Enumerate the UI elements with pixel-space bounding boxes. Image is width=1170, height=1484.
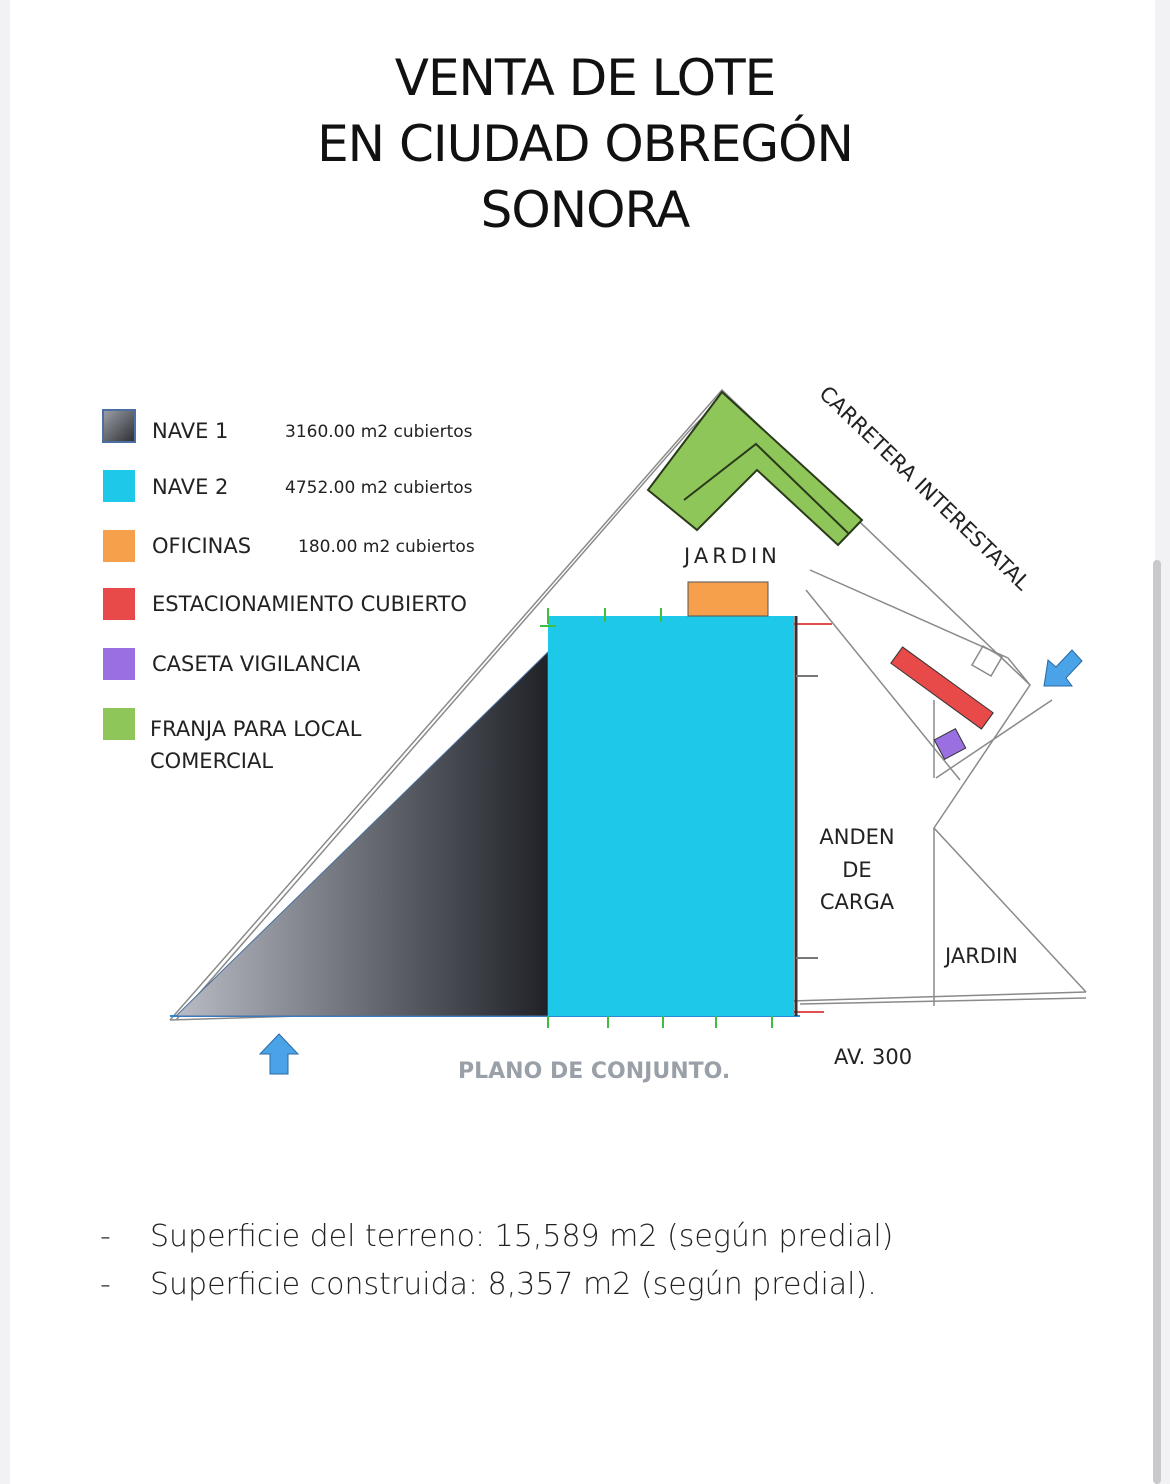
nave-1 xyxy=(176,652,548,1016)
legend-swatch-franja xyxy=(103,708,135,740)
plan-caption: PLANO DE CONJUNTO. xyxy=(458,1059,731,1084)
legend-label-estacionamiento: ESTACIONAMIENTO CUBIERTO xyxy=(152,592,467,616)
legend-label-caseta: CASETA VIGILANCIA xyxy=(152,652,361,676)
label-carretera: CARRETERA INTERESTATAL xyxy=(814,381,1035,596)
summary-list xyxy=(100,1212,893,1308)
label-avenida: AV. 300 xyxy=(834,1045,913,1069)
summary-item xyxy=(100,1212,893,1260)
nave-2 xyxy=(548,616,794,1016)
legend-swatch-nave-1 xyxy=(103,410,135,442)
label-anden-2: DE xyxy=(842,858,872,882)
legend-swatch-nave-2 xyxy=(103,470,135,502)
legend-swatch-estacionamiento xyxy=(103,588,135,620)
label-jardin-right: JARDIN xyxy=(945,944,1018,968)
summary-bullet: - xyxy=(100,1266,111,1302)
legend-area-oficinas: 180.00 m2 cubiertos xyxy=(298,537,475,557)
arrow-down-left-icon xyxy=(1044,650,1082,686)
label-anden-1: ANDEN xyxy=(819,825,895,849)
summary-bullet: - xyxy=(100,1218,111,1254)
legend-label-nave-1: NAVE 1 xyxy=(152,419,229,443)
oficinas xyxy=(688,582,768,616)
label-jardin-top: JARDIN xyxy=(684,544,781,568)
summary-text-construida: Superficie construida: 8,357 m2 (según predial). xyxy=(150,1266,877,1302)
legend-label-franja-line-1: FRANJA PARA LOCAL xyxy=(150,717,362,741)
label-anden-3: CARGA xyxy=(819,890,895,914)
estacionamiento-cubierto xyxy=(891,647,993,729)
legend-label-nave-2: NAVE 2 xyxy=(152,475,229,499)
legend-area-nave-1: 3160.00 m2 cubiertos xyxy=(285,422,473,442)
legend-label-oficinas: OFICINAS xyxy=(152,534,252,558)
title-line-2: EN CIUDAD OBREGÓN xyxy=(317,115,853,173)
summary-text-terreno: Superficie del terreno: 15,589 m2 (según predial) xyxy=(150,1218,894,1254)
summary-item xyxy=(100,1260,893,1308)
title-line-3: SONORA xyxy=(480,181,690,239)
franja-local-comercial xyxy=(648,392,862,545)
legend-label-franja-line-2: COMERCIAL xyxy=(150,749,274,773)
legend xyxy=(103,410,475,773)
legend-swatch-caseta xyxy=(103,648,135,680)
legend-swatch-oficinas xyxy=(103,530,135,562)
legend-area-nave-2: 4752.00 m2 cubiertos xyxy=(285,478,473,498)
title-line-1: VENTA DE LOTE xyxy=(394,49,776,107)
arrow-up-icon xyxy=(260,1034,298,1074)
